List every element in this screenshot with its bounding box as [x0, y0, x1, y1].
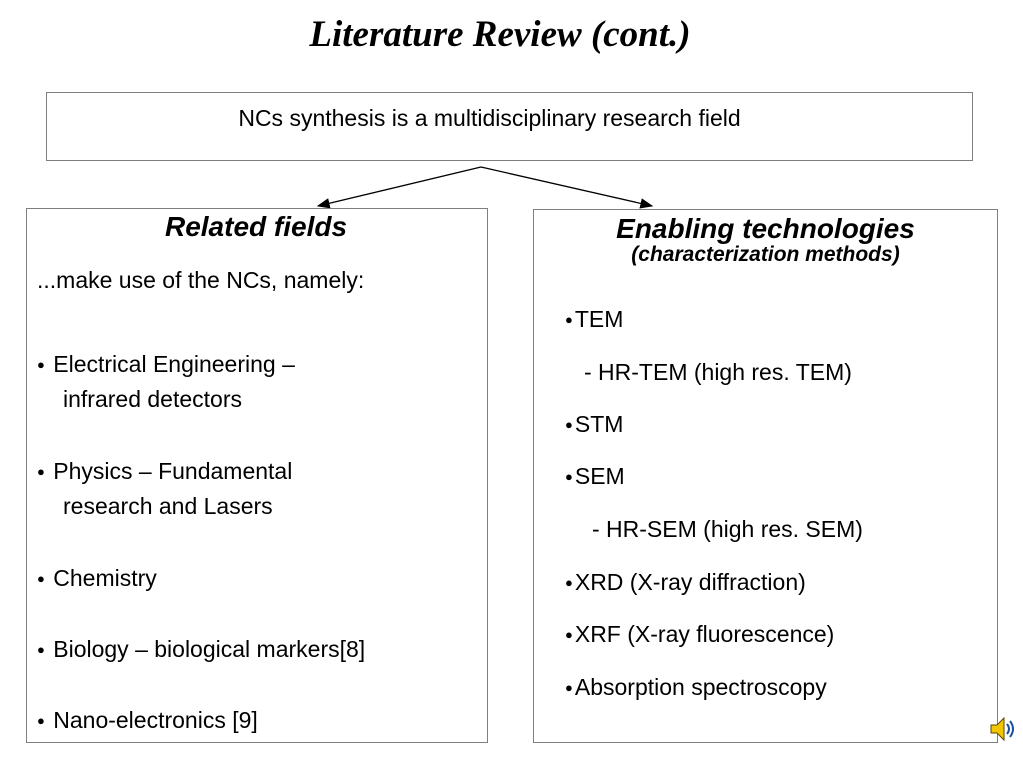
- bullet-icon: ●: [565, 312, 573, 327]
- list-item-sub: - HR-TEM (high res. TEM): [584, 359, 852, 385]
- enabling-technologies-heading: Enabling technologies: [616, 213, 915, 244]
- arrow-to-enabling-technologies: [481, 167, 652, 206]
- bullet-icon: ●: [37, 642, 45, 657]
- list-item: ● Electrical Engineering –: [37, 351, 295, 377]
- list-item: ●STM: [565, 411, 624, 437]
- bullet-icon: ●: [565, 680, 573, 695]
- list-item: ● Chemistry: [37, 565, 157, 591]
- summary-text: NCs synthesis is a multidisciplinary research field: [238, 105, 741, 131]
- list-item: ●SEM: [565, 463, 625, 489]
- list-item-sub: - HR-SEM (high res. SEM): [592, 516, 863, 542]
- slide-title: Literature Review (cont.): [309, 14, 691, 55]
- bullet-icon: ●: [37, 464, 45, 479]
- bullet-icon: ●: [37, 357, 45, 372]
- bullet-icon: ●: [37, 571, 45, 586]
- bullet-icon: ●: [37, 713, 45, 728]
- list-item: ● Nano-electronics [9]: [37, 707, 258, 733]
- bullet-icon: ●: [565, 469, 573, 484]
- list-item: ●TEM: [565, 306, 624, 332]
- bullet-icon: ●: [565, 627, 573, 642]
- list-item: ● Physics – Fundamental: [37, 458, 293, 484]
- enabling-technologies-panel: [533, 209, 998, 743]
- bullet-icon: ●: [565, 417, 573, 432]
- list-item: ●XRF (X-ray fluorescence): [565, 621, 835, 647]
- enabling-technologies-subheading: (characterization methods): [631, 243, 900, 266]
- related-fields-panel: [26, 208, 488, 743]
- list-item: ●Absorption spectroscopy: [565, 674, 827, 700]
- list-item-continuation: research and Lasers: [63, 493, 273, 519]
- speaker-icon[interactable]: [988, 714, 1018, 744]
- summary-box: [46, 92, 973, 161]
- related-fields-heading: Related fields: [164, 211, 348, 242]
- arrow-to-related-fields: [318, 167, 481, 206]
- list-item-continuation: infrared detectors: [63, 386, 242, 412]
- related-fields-intro: ...make use of the NCs, namely:: [37, 267, 365, 293]
- list-item: ●XRD (X-ray diffraction): [565, 569, 806, 595]
- bullet-icon: ●: [565, 575, 573, 590]
- list-item: ● Biology – biological markers[8]: [37, 636, 366, 662]
